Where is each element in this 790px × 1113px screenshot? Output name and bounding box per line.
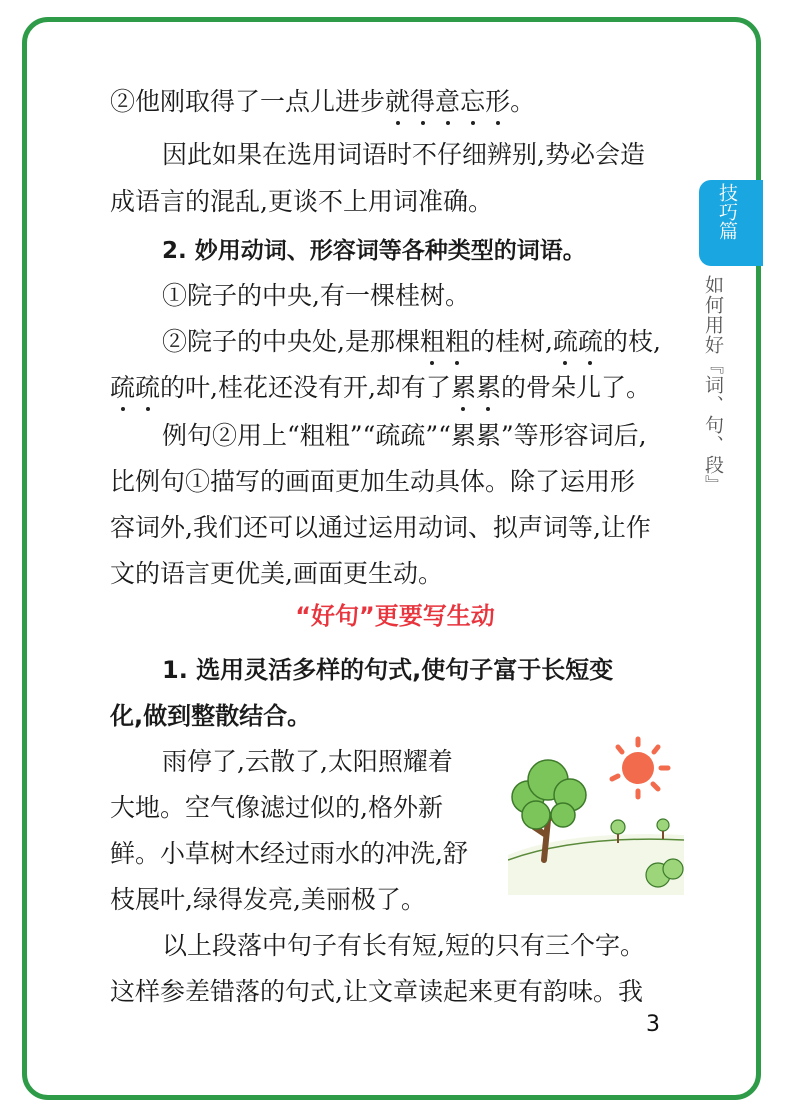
text-line-19: 这样参差错落的句式,让文章读起来更有韵味。我: [110, 977, 643, 1006]
example-1: ①院子的中央,有一棵桂树。: [162, 281, 470, 310]
subheading-1-line-1: 1. 选用灵活多样的句式,使句子富于长短变: [162, 656, 614, 684]
passage-line-1: 雨停了,云散了,太阳照耀着: [162, 747, 453, 776]
sun-icon: [612, 739, 668, 797]
text-line-1: ②他刚取得了一点儿进步就得意忘形。: [110, 87, 536, 116]
example-2-line-1: ②院子的中央处,是那棵粗粗的桂树,疏疏的枝,: [162, 327, 661, 356]
example-2-line-2: 疏疏的叶,桂花还没有开,却有了累累的骨朵儿了。: [110, 373, 651, 402]
side-subtitle: 如何用好『词、句、段』: [702, 275, 724, 495]
text-line-9: 比例句①描写的画面更加生动具体。除了运用形: [110, 467, 636, 496]
text-line-11: 文的语言更优美,画面更生动。: [110, 559, 443, 588]
passage-line-3: 鲜。小草树木经过雨水的冲洗,舒: [110, 839, 468, 868]
subheading-2: 2. 妙用动词、形容词等各种类型的词语。: [162, 238, 586, 264]
text-line-2: 因此如果在选用词语时不仔细辨别,势必会造: [162, 140, 645, 169]
text-line-8: 例句②用上“粗粗”“疏疏”“累累”等形容词后,: [162, 421, 647, 450]
side-tab-label: 技巧篇: [716, 183, 738, 240]
passage-line-4: 枝展叶,绿得发亮,美丽极了。: [110, 885, 426, 914]
tree-sun-illustration: [508, 735, 684, 895]
passage-line-2: 大地。空气像滤过似的,格外新: [110, 793, 443, 822]
subheading-1-line-2: 化,做到整散结合。: [110, 702, 312, 730]
text-line-3: 成语言的混乱,更谈不上用词准确。: [110, 187, 493, 216]
page-number: 3: [646, 1012, 660, 1037]
tree-icon: [512, 760, 586, 829]
section-heading: “好句”更要写生动: [295, 602, 495, 630]
text-line-18: 以上段落中句子有长有短,短的只有三个字。: [162, 931, 645, 960]
text-line-10: 容词外,我们还可以通过运用动词、拟声词等,让作: [110, 513, 651, 542]
